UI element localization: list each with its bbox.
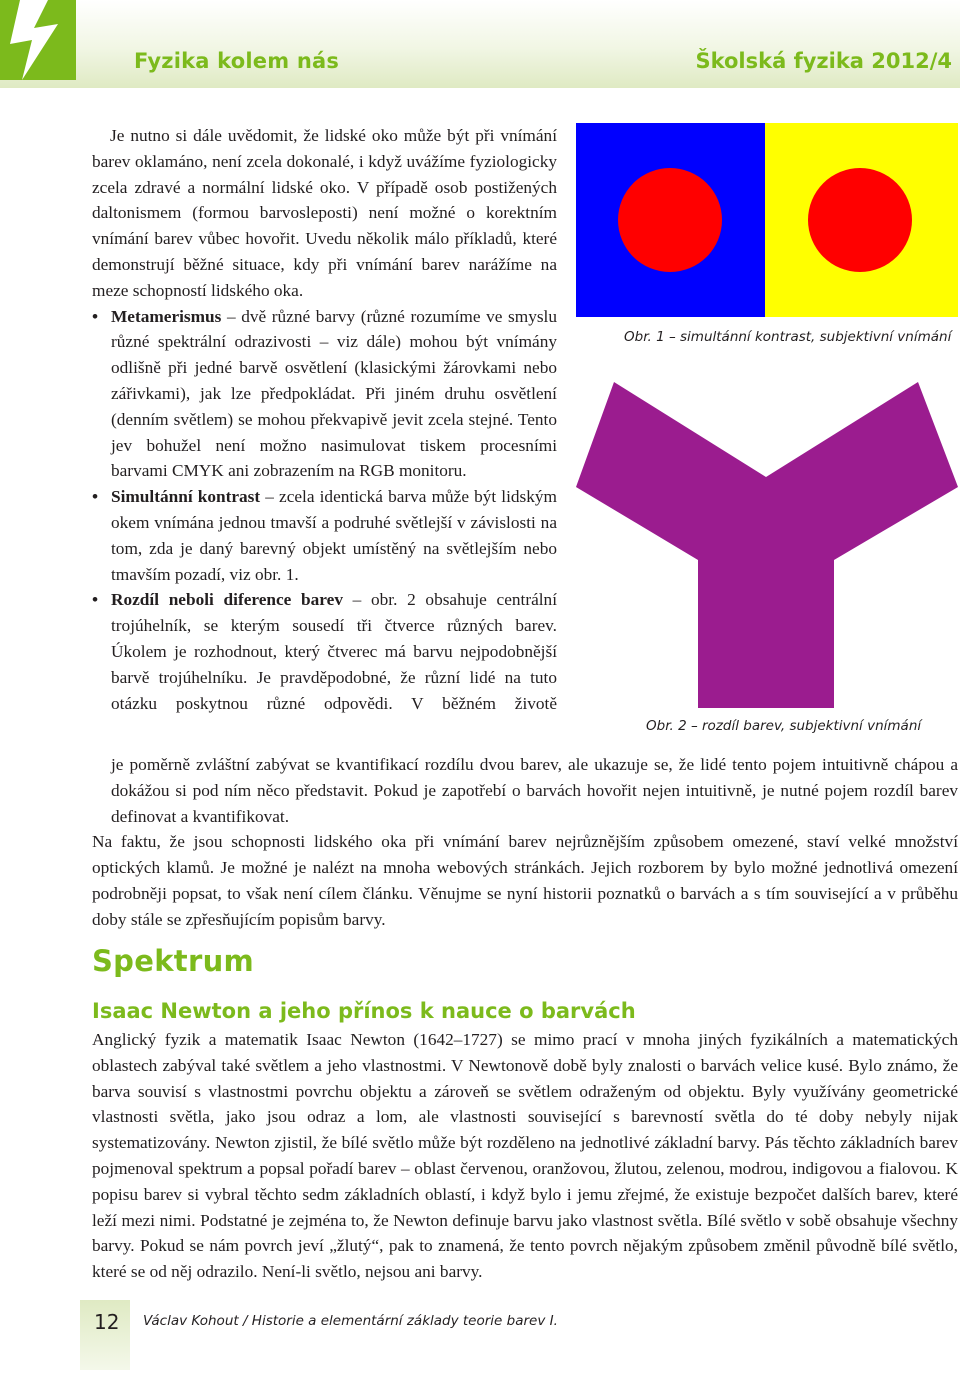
header-journal-issue: Školská fyzika 2012/4: [695, 49, 952, 73]
bullet-term: Metamerismus: [111, 306, 222, 326]
full-column: [92, 752, 958, 933]
paragraph-after-bullets: Na faktu, že jsou schopnosti lidského oka při vnímání barev nejrůznějším způsobem omezené, staví velké množství optických klamů. Je možné je nalézt na mnoha webových stránkách. Jejich rozborem by bylo možné jednotlivá omezení podrobněji popsat, to však není cílem článku. Věnujme se nyní historii poznatků o barvách a s tím související a v průběhu doby stále se zpřesňujícím popisům barvy.: [92, 832, 958, 929]
bullet-text: – obr. 2 obsahuje centrální trojúhelník, se kterým sousedí tři čtverce různých barev. Úkolem je rozhodnout, který čtverec má barvu nejpodobnější barvě trojúhelníku. Je pravděpodobné, že různí lidé na tuto otázku poskytnou různé odpovědi. V běžném životě: [111, 590, 557, 713]
bullet-term: Simultánní kontrast: [111, 487, 261, 507]
header-band: [0, 0, 960, 88]
section-subtitle: Isaac Newton a jeho přínos k nauce o barvách: [92, 999, 636, 1023]
header-journal-section: Fyzika kolem nás: [134, 49, 340, 73]
lightning-logo-icon: [0, 0, 76, 80]
bullet-simultanni-kontrast: [92, 484, 557, 587]
bullet-term: Rozdíl neboli diference barev: [111, 590, 343, 610]
bullet-dot: •: [92, 306, 99, 326]
bullet-text: – zcela identická barva může být lidským okem vnímána jednou tmavší a podruhé světlejší v závislosti na tom, zda je daný barevný objekt umístěný na světlejším nebo tmavším pozadí, viz obr. 1.: [111, 487, 557, 584]
bullet-dot: •: [92, 487, 99, 507]
section-body: Anglický fyzik a matematik Isaac Newton (1642–1727) se mimo prací v mnoha jiných fyzikálních a matematických oblastech zabýval také světlem a jeho vlastnostmi. V Newtonově době byly znalosti o barvách velice kusé. Bylo známo, že barva souvisí s vlastnostmi povrchu objektu a zároveň se světlem odraženým od objektu. Byly využívány geometrické vlastnosti světla, jako jsou odraz a lom, ale vlastnosti související s barevností světla do té doby nebyly nijak systematizovány. Newton zjistil, že bílé světlo může být rozděleno na jednotlivé základní barvy. Pás těchto základních barev pojmenoval spektrum a popsal pořadí barev – oblast červenou, oranžovou, žlutou, zelenou, modrou, indigovou a fialovou. K popisu barev si vybral těchto sedm základních oblastí, i když bylo i jemu zřejmé, že existuje bezpočet dalších barev, které leží mezi nimi. Podstatné je zejména to, že Newton definuje barvu jako vlastnost světla. Bílé světlo v sobě obsahuje všechny barvy. Pokud se nám povrch jeví „žlutý“, pak to znamená, že tento povrch nějakým způsobem změnil původně bílé světlo, které se od něj odrazilo. Není-li světlo, nejsou ani barvy.: [92, 1030, 958, 1282]
page-number: 12: [94, 1310, 120, 1334]
bullet-dot: •: [92, 590, 99, 610]
footer-author-title: Václav Kohout / Historie a elementární základy teorie barev I.: [143, 1313, 558, 1329]
figure-2-color-difference: [576, 382, 958, 708]
bullet-text: – dvě různé barvy (různé rozumíme ve smyslu různé spektrální odrazivosti – viz dále) mohou být vnímány odlišně při jedné barvě osvětlení (klasickými žárovkami nebo zářivkami), jak lze předpokládat. Při jiném druhu osvětlení (denním světlem) se mohou překvapivě jevit zcela stejné. Tento jev bohužel není možno nasimulovat tiskem procesními barvami CMYK ani zobrazením na RGB monitoru.: [111, 306, 557, 481]
intro-paragraph: Je nutno si dále uvědomit, že lidské oko může být při vnímání barev oklamáno, není zcela dokonalé, i když uvážíme fyziologicky zcela zdravé a normální lidské oko. V případě osob postižených daltonismem (formou barvosleposti) není možné o korektním vnímání barev vůbec hovořit. Uvedu několik málo příkladů, které demonstrují běžné situace, kdy při vnímání barev narážíme na meze schopností lidského oka.: [92, 126, 557, 300]
bullet-metamerismus: [92, 304, 557, 485]
bullet-continuation: je poměrně zvláštní zabývat se kvantifikací rozdílu dvou barev, ale ukazuje se, že lidé tento pojem intuitivně chápou a dokážou si pod ním něco představit. Pokud je zapotřebí o barvách hovořit nejen intuitivně, je nutné pojem rozdíl barev definovat a kvantifikovat.: [111, 755, 958, 826]
section-title: Spektrum: [92, 944, 255, 978]
figure-2-caption: Obr. 2 – rozdíl barev, subjektivní vnímání: [646, 718, 922, 734]
figure-1-caption: Obr. 1 – simultánní kontrast, subjektivní vnímání: [624, 329, 952, 345]
figure-1-simultaneous-contrast: [576, 123, 958, 317]
bullet-rozdil-barev: [92, 587, 557, 716]
narrow-column: [92, 123, 557, 716]
